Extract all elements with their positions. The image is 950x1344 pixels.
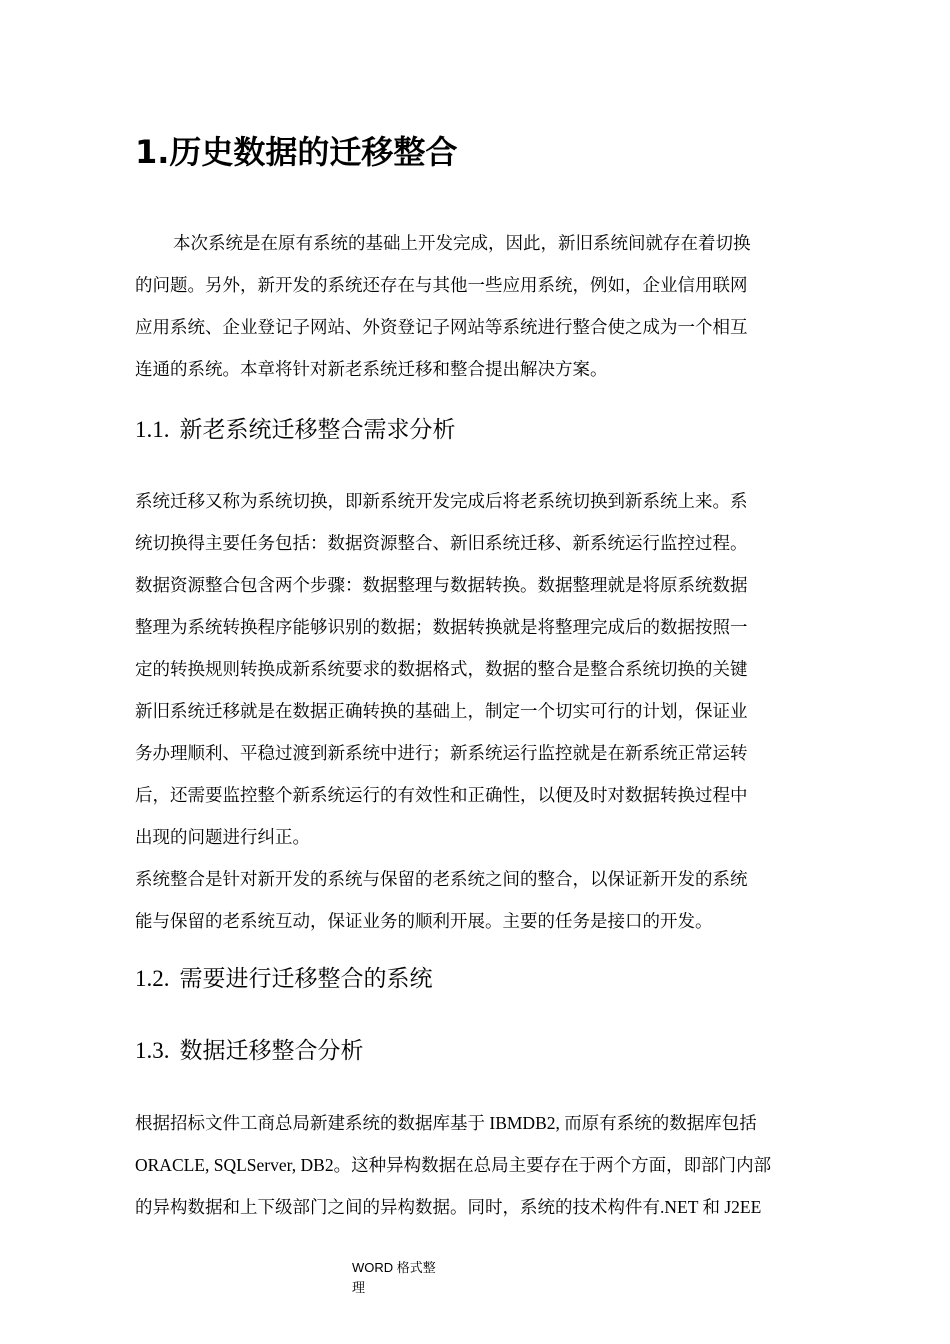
paragraph-line: 新旧系统迁移就是在数据正确转换的基础上，制定一个切实可行的计划，保证业 [135,701,748,721]
chapter-heading: 1.历史数据的迁移整合 [135,133,458,171]
paragraph-line: 定的转换规则转换成新系统要求的数据格式，数据的整合是整合系统切换的关键 [135,659,748,679]
paragraph-line: 后，还需要监控整个新系统运行的有效性和正确性，以便及时对数据转换过程中 [135,785,748,805]
paragraph-line: 系统整合是针对新开发的系统与保留的老系统之间的整合，以保证新开发的系统 [135,869,748,889]
section-1-3-paragraph [135,1102,815,1228]
intro-paragraph [135,222,815,390]
paragraph-line: 数据资源整合包含两个步骤：数据整理与数据转换。数据整理就是将原系统数据 [135,575,748,595]
paragraph-line: 系统迁移又称为系统切换，即新系统开发完成后将老系统切换到新系统上来。系 [135,491,748,511]
paragraph-line: 本次系统是在原有系统的基础上开发完成，因此，新旧系统间就存在着切换 [173,233,751,253]
section-number: 1.3. [135,1038,170,1063]
section-title: 新老系统迁移整合需求分析 [179,417,456,443]
section-number: 1.2. [135,966,170,991]
paragraph-line: 务办理顺利、平稳过渡到新系统中进行；新系统运行监控就是在新系统正常运转 [135,743,748,763]
page-footer [352,1258,452,1298]
paragraph-line: 的问题。另外，新开发的系统还存在与其他一些应用系统，例如，企业信用联网 [135,275,748,295]
section-1-1-paragraph [135,480,815,942]
paragraph-line: 连通的系统。本章将针对新老系统迁移和整合提出解决方案。 [135,359,608,379]
section-heading-1-1 [135,413,456,447]
section-number: 1.1. [135,417,170,442]
paragraph-line: 能与保留的老系统互动，保证业务的顺利开展。主要的任务是接口的开发。 [135,911,713,931]
paragraph-line: ORACLE, SQLServer, DB2。这种异构数据在总局主要存在于两个方面，即部门内部 [135,1155,772,1175]
paragraph-line: 的异构数据和上下级部门之间的异构数据。同时，系统的技术构件有.NET 和 J2EE [135,1197,762,1217]
paragraph-line: 根据招标文件工商总局新建系统的数据库基于 IBMDB2, 而原有系统的数据库包括 [135,1113,757,1133]
footer-line: 理 [352,1280,366,1295]
section-title: 需要进行迁移整合的系统 [179,966,433,992]
section-title: 数据迁移整合分析 [179,1038,364,1064]
section-heading-1-2 [135,962,433,996]
paragraph-line: 应用系统、企业登记子网站、外资登记子网站等系统进行整合使之成为一个相互 [135,317,748,337]
paragraph-line: 整理为系统转换程序能够识别的数据；数据转换就是将整理完成后的数据按照一 [135,617,748,637]
paragraph-line: 统切换得主要任务包括：数据资源整合、新旧系统迁移、新系统运行监控过程。 [135,533,748,553]
paragraph-line: 出现的问题进行纠正。 [135,827,310,847]
section-heading-1-3 [135,1034,364,1068]
footer-line: WORD 格式整 [352,1260,436,1275]
